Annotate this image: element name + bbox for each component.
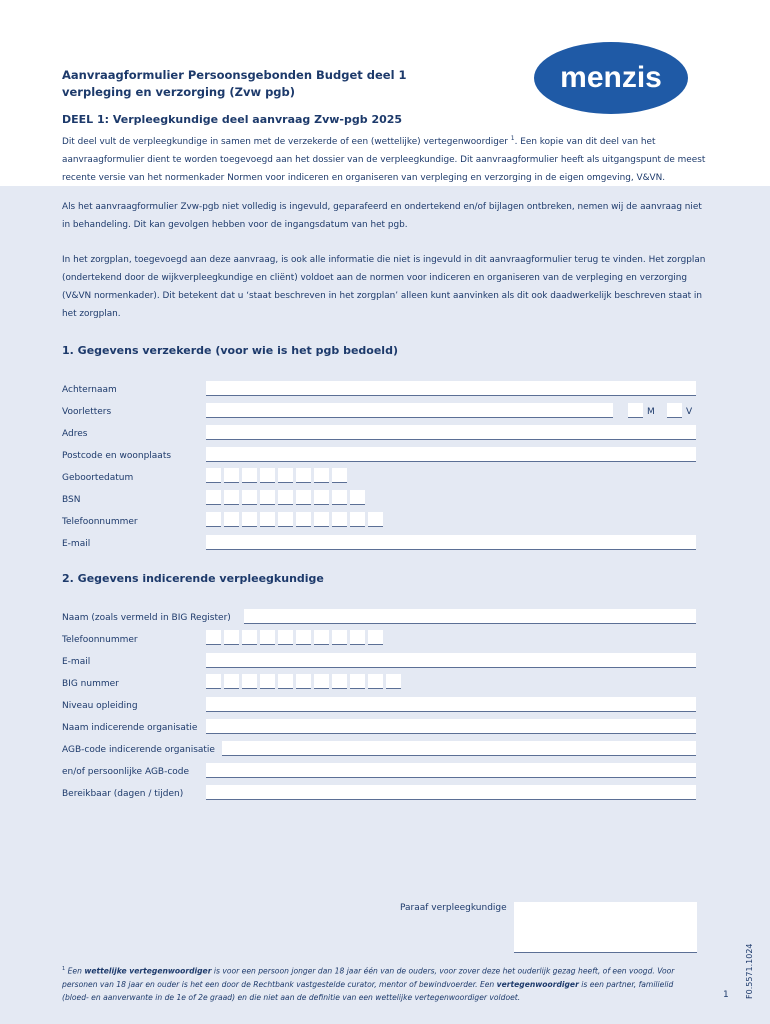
postcode-field[interactable] (206, 447, 696, 462)
bsn-digit[interactable] (278, 490, 293, 505)
label-adres: Adres (62, 429, 88, 439)
big-digit[interactable] (386, 674, 401, 689)
bsn-cells[interactable] (206, 490, 365, 504)
svg-text:menzis: menzis (560, 61, 662, 94)
phone-digit[interactable] (296, 512, 311, 527)
adres-field[interactable] (206, 425, 696, 440)
naam-big-field[interactable] (244, 609, 696, 624)
email-vpk-field[interactable] (206, 653, 696, 668)
menzis-logo (534, 41, 689, 115)
intro-text: Dit deel vult de verpleegkundige in samen met de verzekerde of een (wettelijke) vertegenwoordiger $^1$. Een kopie van dit deel van het aanvraagformulier dient te worden toegevoegd aan het dossier van de verpleegkundige. Dit aanvraagformulier heeft als uitgangspunt de meest recente versie van het normenkader Normen voor indiceren en organiseren van verpleging en verzorging in de eigen omgeving, V&VN. (62, 135, 706, 183)
gender-v-label: V (686, 407, 693, 417)
big-digit[interactable] (314, 674, 329, 689)
big-digit[interactable] (278, 674, 293, 689)
phone-digit[interactable] (206, 512, 221, 527)
label-voorletters: Voorletters (62, 407, 112, 417)
phone-digit[interactable] (314, 630, 329, 645)
phone-digit[interactable] (296, 630, 311, 645)
paraaf-field[interactable] (514, 902, 697, 953)
info-paragraph-2: In het zorgplan, toegevoegd aan deze aanvraag, is ook alle informatie die niet is ingevuld in dit aanvraagformulier terug te vinden. Het zorgplan (ondertekend door de wijkverpleegkundige en cliënt) voldoet aan de normen voor indiceren en organiseren van de verpleging en verzorging (V&VN normenkader). Dit betekent dat u ‘staat beschreven in het zorgplan’ alleen kunt aanvinken als dit ook daadwerkelijk beschreven staat in het zorgplan. (62, 255, 706, 319)
big-digit[interactable] (350, 674, 365, 689)
geboortedatum-cells[interactable] (206, 468, 347, 482)
phone-digit[interactable] (314, 512, 329, 527)
info-paragraph-1: Als het aanvraagformulier Zvw-pgb niet volledig is ingevuld, geparafeerd en ondertekend en/of bijlagen ontbreken, nemen wij de aanvraag niet in behandeling. Dit kan gevolgen hebben voor de ingangsdatum van het pgb. (62, 202, 702, 230)
date-digit[interactable] (296, 468, 311, 483)
label-email-vpk: E-mail (62, 657, 91, 667)
big-digit[interactable] (242, 674, 257, 689)
agb-org-field[interactable] (222, 741, 696, 756)
big-digit[interactable] (368, 674, 383, 689)
bsn-digit[interactable] (350, 490, 365, 505)
page-number: 1 (723, 990, 729, 1000)
big-digit[interactable] (332, 674, 347, 689)
label-telefoon: Telefoonnummer (62, 517, 138, 527)
phone-digit[interactable] (260, 512, 275, 527)
bereikbaar-field[interactable] (206, 785, 696, 800)
gender-v-box[interactable] (667, 403, 682, 418)
label-organisatie: Naam indicerende organisatie (62, 723, 198, 733)
label-agb-org: AGB-code indicerende organisatie (62, 745, 215, 755)
phone-digit[interactable] (242, 512, 257, 527)
footnote: $^1$ Een wettelijke vertegenwoordiger is voor een persoon jonger dan 18 jaar één van de ouders, voor zover deze het ouderlijk gezag heeft, of een voogd. Voor personen van 18 jaar en ouder is het een door de Rechtbank vastgestelde curator, mentor of bewindvoerder. Een vertegenwoordiger is een partner, familielid (bloed- en aanverwante in de 1e of 2e graad) en die niet aan de definitie van een wettelijke vertegenwoordiger voldoet. (62, 966, 675, 1002)
label-geboortedatum: Geboortedatum (62, 473, 134, 483)
phone-digit[interactable] (350, 630, 365, 645)
date-digit[interactable] (242, 468, 257, 483)
label-bereikbaar: Bereikbaar (dagen / tijden) (62, 789, 184, 799)
phone-digit[interactable] (206, 630, 221, 645)
bsn-digit[interactable] (242, 490, 257, 505)
phone-digit[interactable] (224, 630, 239, 645)
phone-digit[interactable] (224, 512, 239, 527)
label-big-nummer: BIG nummer (62, 679, 119, 689)
voorletters-field[interactable] (206, 403, 613, 418)
form-code: F0.5571.1024 (745, 943, 754, 999)
phone-digit[interactable] (368, 512, 383, 527)
email-field[interactable] (206, 535, 696, 550)
date-digit[interactable] (260, 468, 275, 483)
telefoon-vpk-cells[interactable] (206, 630, 383, 644)
big-nummer-cells[interactable] (206, 674, 401, 688)
date-digit[interactable] (206, 468, 221, 483)
phone-digit[interactable] (350, 512, 365, 527)
bsn-digit[interactable] (260, 490, 275, 505)
label-postcode: Postcode en woonplaats (62, 451, 172, 461)
date-digit[interactable] (224, 468, 239, 483)
big-digit[interactable] (206, 674, 221, 689)
section2-title: 2. Gegevens indicerende verpleegkundige (62, 572, 324, 585)
label-bsn: BSN (62, 495, 81, 505)
paraaf-label: Paraaf verpleegkundige (400, 903, 507, 913)
label-agb-pers: en/of persoonlijke AGB-code (62, 767, 190, 777)
date-digit[interactable] (314, 468, 329, 483)
big-digit[interactable] (224, 674, 239, 689)
phone-digit[interactable] (242, 630, 257, 645)
gender-m-label: M (647, 407, 655, 417)
phone-digit[interactable] (332, 512, 347, 527)
label-telefoon-vpk: Telefoonnummer (62, 635, 138, 645)
gender-m-box[interactable] (628, 403, 643, 418)
label-naam-big: Naam (zoals vermeld in BIG Register) (62, 613, 231, 623)
form-title: Aanvraagformulier Persoonsgebonden Budget deel 1 verpleging en verzorging (Zvw pgb) (62, 68, 407, 99)
section1-title: 1. Gegevens verzekerde (voor wie is het pgb bedoeld) (62, 344, 398, 357)
bsn-digit[interactable] (332, 490, 347, 505)
big-digit[interactable] (260, 674, 275, 689)
label-email: E-mail (62, 539, 91, 549)
phone-digit[interactable] (278, 512, 293, 527)
phone-digit[interactable] (278, 630, 293, 645)
organisatie-field[interactable] (206, 719, 696, 734)
bsn-digit[interactable] (224, 490, 239, 505)
phone-digit[interactable] (368, 630, 383, 645)
bsn-digit[interactable] (296, 490, 311, 505)
date-digit[interactable] (278, 468, 293, 483)
label-niveau: Niveau opleiding (62, 701, 138, 711)
deel-title: DEEL 1: Verpleegkundige deel aanvraag Zvw-pgb 2025 (62, 113, 403, 126)
bsn-digit[interactable] (206, 490, 221, 505)
telefoon-cells[interactable] (206, 512, 383, 526)
big-digit[interactable] (296, 674, 311, 689)
bsn-digit[interactable] (314, 490, 329, 505)
date-digit[interactable] (332, 468, 347, 483)
niveau-field[interactable] (206, 697, 696, 712)
achternaam-field[interactable] (206, 381, 696, 396)
phone-digit[interactable] (332, 630, 347, 645)
phone-digit[interactable] (260, 630, 275, 645)
agb-pers-field[interactable] (206, 763, 696, 778)
label-achternaam: Achternaam (62, 385, 117, 395)
